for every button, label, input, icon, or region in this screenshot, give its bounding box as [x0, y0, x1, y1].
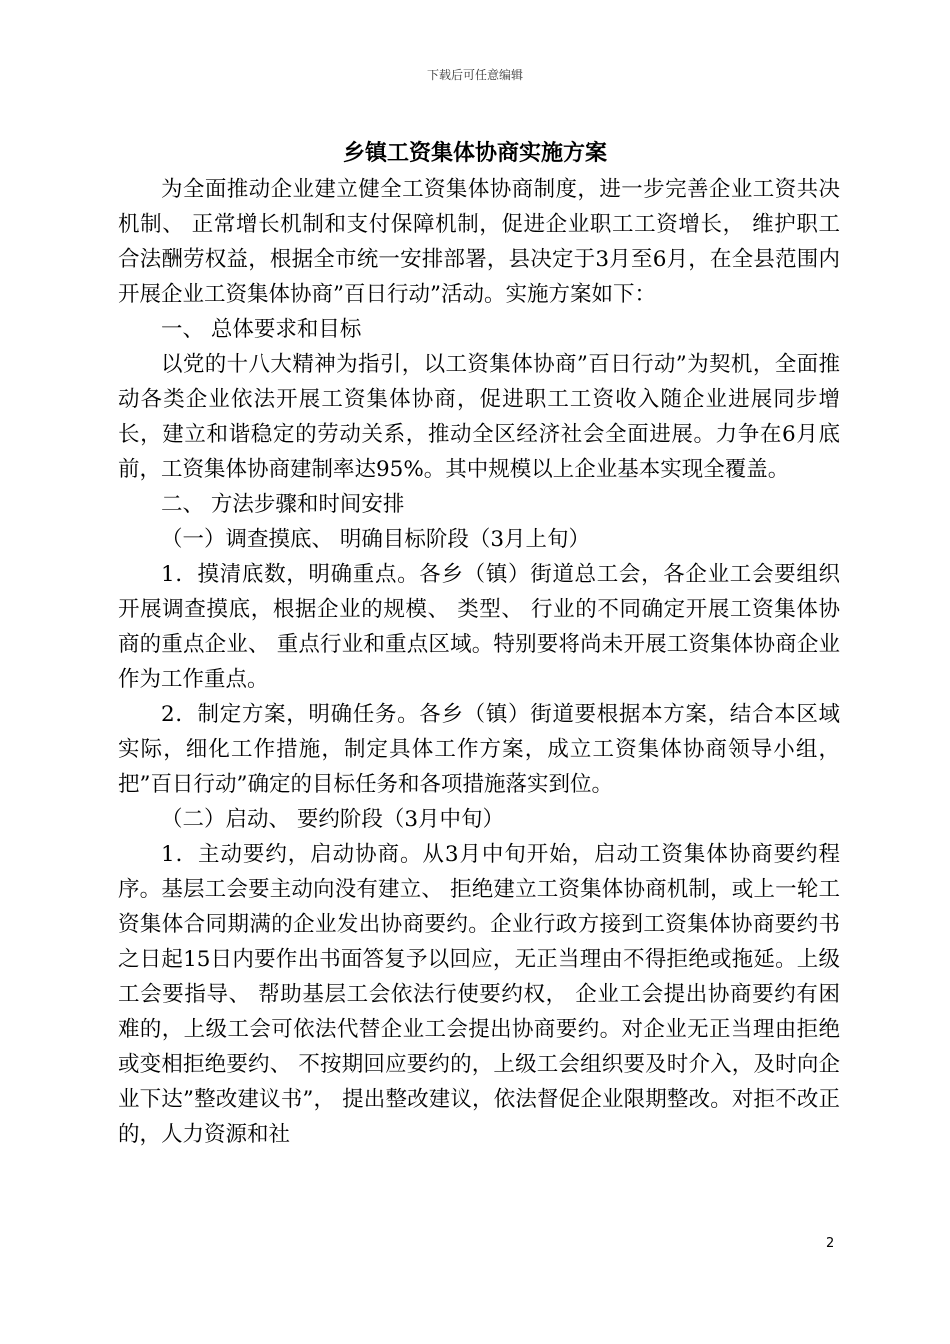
- paragraph-goals: 以党的十八大精神为指引，以工资集体协商”百日行动”为契机，全面推动各类企业依法开展工资集体协商，促进职工工资收入随企业进展同步增长，建立和谐稳定的劳动关系，推动全区经济社会全面进展。力争在6月底前，工资集体协商建制率达95%。其中规模以上企业基本实现全覆盖。: [118, 352, 840, 482]
- document-title: 乡镇工资集体协商实施方案: [342, 141, 607, 166]
- paragraph-item-2-1: 1．主动要约，启动协商。从3月中旬开始，启动工资集体协商要约程序。基层工会要主动向没有建立、 拒绝建立工资集体协商机制，或上一轮工资集体合同期满的企业发出协商要约。企业行政方接到工资集体协商要约书之日起15日内要作出书面答复予以回应，无正当理由不得拒绝或拖延。上级工会要指导、 帮助基层工会依法行使要约权， 企业工会提出协商要约有困难的，上级工会可依法代替企业工会提出协商要约。对企业无正当理由拒绝或变相拒绝要约、 不按期回应要约的，上级工会组织要及时介入，及时向企业下达”整改建议书”， 提出整改建议，依法督促企业限期整改。对拒不改正的，人力资源和社: [118, 842, 840, 1147]
- section-heading-1: 一、 总体要求和目标: [161, 317, 362, 342]
- page-number: 2: [826, 1236, 835, 1251]
- subsection-heading-2: （二）启动、 要约阶段（3月中旬）: [161, 807, 505, 832]
- document-body: [118, 172, 840, 1152]
- paragraph-intro: 为全面推动企业建立健全工资集体协商制度，进一步完善企业工资共决机制、 正常增长机制和支付保障机制，促进企业职工工资增长， 维护职工合法酬劳权益，根据全市统一安排部署，县决定于3月至6月，在全县范围内开展企业工资集体协商”百日行动”活动。实施方案如下：: [118, 177, 840, 307]
- paragraph-item-1-1: 1．摸清底数，明确重点。各乡（镇）街道总工会，各企业工会要组织开展调查摸底，根据企业的规模、 类型、 行业的不同确定开展工资集体协商的重点企业、 重点行业和重点区域。特别要将尚未开展工资集体协商企业作为工作重点。: [118, 562, 840, 692]
- paragraph-item-1-2: 2．制定方案，明确任务。各乡（镇）街道要根据本方案，结合本区域实际，细化工作措施，制定具体工作方案，成立工资集体协商领导小组，把”百日行动”确定的目标任务和各项措施落实到位。: [118, 702, 840, 797]
- section-heading-2: 二、 方法步骤和时间安排: [161, 492, 405, 517]
- subsection-heading-1: （一）调查摸底、 明确目标阶段（3月上旬）: [161, 527, 591, 552]
- page-header: 下载后可任意编辑: [426, 68, 523, 82]
